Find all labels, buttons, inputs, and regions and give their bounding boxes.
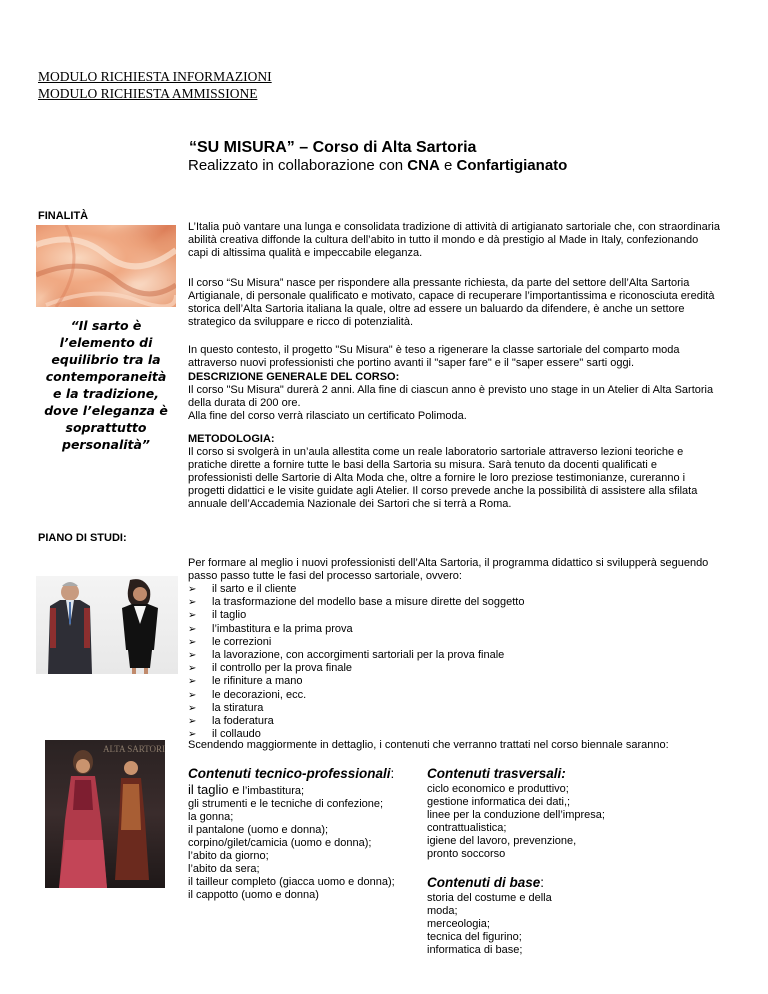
org-confartigianato: Confartigianato [456,157,568,174]
detail-intro: Scendendo maggiormente in dettaglio, i contenuti che verranno trattati nel corso biennale saranno: [188,739,669,751]
descrizione-paragraph-1: Il corso "Su Misura" durerà 2 anni. Alla fine di ciascun anno è previsto uno stage in un Atelier di Alta Sartoria della durata di 200 ore. [188,384,714,409]
arrow-bullet-icon: ➢ [188,584,197,595]
list-item: ➢ il controllo per la prova finale [188,662,353,675]
trasversali-list [427,783,657,861]
finalita-paragraph-2-wrap [188,277,720,329]
runway-models-icon [45,740,165,888]
arrow-bullet-icon: ➢ [188,597,197,609]
arrow-bullet-icon: ➢ [188,610,197,622]
list-item: ➢ la foderatura [188,715,274,728]
list-item: l’abito da sera; [188,863,260,875]
list-item: gli strumenti e le tecniche di confezione; [188,798,384,810]
fabric-folds-icon [36,225,176,307]
list-item: ciclo economico e produttivo; [427,783,569,795]
base-title: Contenuti di base: [427,875,545,890]
subtitle-conj: e [439,157,457,174]
link-richiesta-ammissione[interactable]: MODULO RICHIESTA AMMISSIONE [38,86,258,101]
metodologia-paragraph: Il corso si svolgerà in un’aula allestita come un reale laboratorio sartoriale attraverso lezioni teoriche e pratiche dirette a fornire tutte le basi della Sartoria su misura. Sarà tenuto da docenti qualificati e professionisti delle Sartorie di Alta Moda che, oltre a fornire le loro preziose testimonianze, cureranno i progetti didattici e le visite guidate agli Atelier. Il corso prevede anche la possibilità di assistere alla sfilata annuale dell’Accademia Nazionale dei Sartori che si terrà a Roma. [188,446,698,510]
metodologia-section [188,433,720,511]
arrow-bullet-icon: ➢ [188,689,197,701]
list-item: il cappotto (uomo e donna) [188,889,319,901]
list-item: ➢ il sarto e il cliente [188,583,297,595]
list-item: corpino/gilet/camicia (uomo e donna); [188,837,372,849]
list-item: contrattualistica; [427,822,507,834]
trasversali-column [427,766,657,957]
list-item: ➢ l’imbastitura e la prima prova [188,622,353,635]
descrizione-paragraph-2: Alla fine del corso verrà rilasciato un certificato Polimoda. [188,410,467,422]
runway-image [45,740,165,888]
piano-intro: Per formare al meglio i nuovi professionisti dell’Alta Sartoria, il programma didattico si svilupperà seguendo passo passo tutte le fasi del processo sartoriale, ovvero: [188,557,709,582]
list-item: il taglio e l’imbastitura; [188,782,305,797]
descrizione-section [188,371,720,423]
list-item: moda; [427,905,458,917]
arrow-bullet-icon: ➢ [188,702,197,714]
arrow-bullet-icon: ➢ [188,716,197,728]
list-item: ➢ la stiratura [188,701,264,714]
list-item: tecnica del figurino; [427,931,522,943]
finalita-paragraph-3: In questo contesto, il progetto "Su Misura" è teso a rigenerare la classe sartoriale del comparto moda attraverso nuovi professionisti che portino avanti il "saper fare" e il "saper essere" sarti oggi. [188,344,680,369]
list-item: ➢ le correzioni [188,635,272,648]
arrow-bullet-icon: ➢ [188,676,197,688]
tecnico-column [188,766,414,902]
list-item: il pantalone (uomo e donna); [188,824,329,836]
arrow-bullet-icon: ➢ [188,623,197,635]
subtitle-prefix: Realizzato in collaborazione con [188,157,408,174]
process-steps-list [188,583,720,741]
arrow-bullet-icon: ➢ [188,636,197,648]
list-item: gestione informatica dei dati,; [427,796,571,808]
list-item: linee per la conduzione dell’impresa; [427,809,605,821]
list-item: informatica di base; [427,944,523,956]
finalita-label: FINALITÀ [38,210,89,222]
descrizione-heading: DESCRIZIONE GENERALE DEL CORSO: [188,371,400,383]
org-cna: CNA [407,157,440,174]
list-item: ➢ la lavorazione, con accorgimenti sartoriali per la prova finale [188,649,505,662]
metodologia-heading: METODOLOGIA: [188,433,275,445]
tecnico-list [188,783,414,902]
svg-text:ALTA SARTORIA: ALTA SARTORIA [103,744,165,754]
list-item: igiene del lavoro, prevenzione, [427,835,577,847]
finalita-paragraph-3-wrap [188,344,720,370]
tecnico-title: Contenuti tecnico-professionali: [188,766,395,781]
course-subtitle [188,157,567,174]
arrow-bullet-icon: ➢ [188,729,197,741]
list-item: ➢ il taglio [188,609,247,622]
fabric-image [36,225,176,307]
list-item: ➢ le rifiniture a mano [188,675,303,688]
trasversali-title: Contenuti trasversali: [427,766,566,781]
list-item: merceologia; [427,918,490,930]
list-item: ➢ il collaudo [188,728,261,741]
piano-studi-label: PIANO DI STUDI: [38,532,127,544]
list-item: il tailleur completo (giacca uomo e donna); [188,876,395,888]
link-richiesta-informazioni[interactable]: MODULO RICHIESTA INFORMAZIONI [38,69,272,84]
tailored-models-image [36,576,178,674]
arrow-bullet-icon: ➢ [188,663,197,675]
finalita-paragraph-2: Il corso “Su Misura” nasce per rispondere alla pressante richiesta, da parte del settore dell’Alta Sartoria Artigianale, di personale qualificato e motivato, capace di recuperare l’importantissima e riconosciuta eredità storica dell’Alta Sartoria italiana la quale, oltre ad essere un baluardo da difendere, è anche un settore strategico da sviluppare e ricco di potenzialità. [188,277,715,328]
sidebar-quote: “Il sarto è l’elemento di equilibrio tra la contemporaneità e la tradizione, dove l’eleganza è soprattutto personalità” [44,318,168,452]
arrow-bullet-icon: ➢ [188,650,197,662]
piano-section [188,557,720,741]
finalita-paragraph-1: L’Italia può vantare una lunga e consolidata tradizione di attività di artigianato sartoriale che, con straordinaria abilità creativa diffonde la cultura dell’abito in tutto il mondo e dà prestigio al Made in Italy, confezionando capi di altissima qualità e impeccabile eleganza. [188,221,720,259]
list-item: pronto soccorso [427,848,506,860]
course-title: “SU MISURA” – Corso di Alta Sartoria [189,139,477,156]
list-item: ➢ la trasformazione del modello base a misure dirette del soggetto [188,596,525,609]
list-item: storia del costume e della [427,892,552,904]
models-illustration-icon [36,576,178,674]
list-item: la gonna; [188,811,234,823]
list-item: l’abito da giorno; [188,850,269,862]
list-item: ➢ le decorazioni, ecc. [188,688,307,701]
base-list [427,892,657,957]
finalita-section [188,221,720,260]
